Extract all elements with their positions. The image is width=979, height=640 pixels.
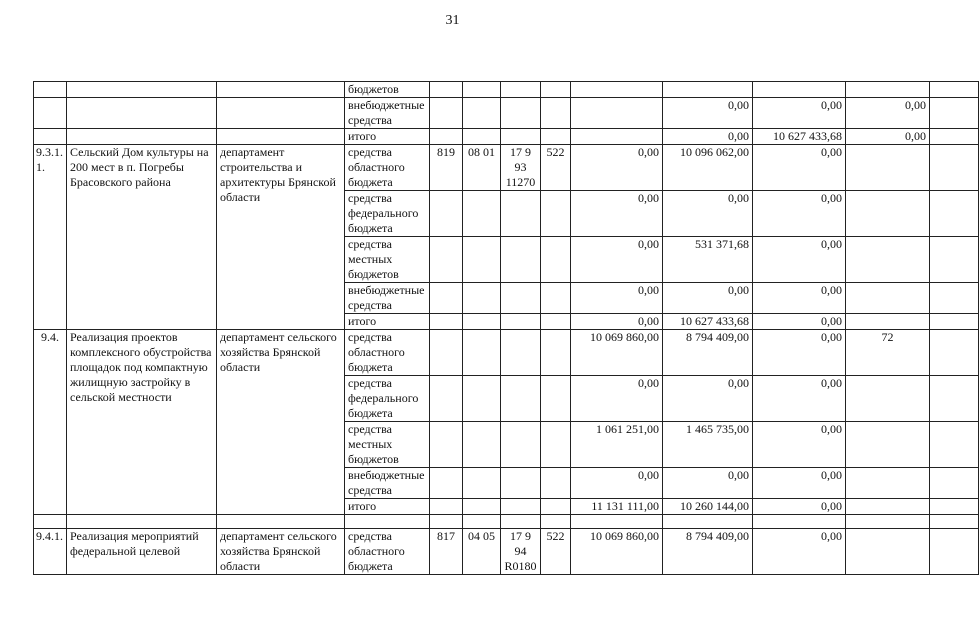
source-cell: средства местных бюджетов bbox=[345, 237, 430, 283]
source-cell: средства местных бюджетов bbox=[345, 422, 430, 468]
item-name: Реализация проектов комплексного обустройства площадок под компактную жилищную застройку в сельской местности bbox=[67, 330, 217, 515]
value-cell: 10 069 860,00 bbox=[571, 529, 663, 575]
value-cell: 0,00 bbox=[571, 376, 663, 422]
value-cell: 10 096 062,00 bbox=[663, 145, 753, 191]
value-cell: 10 260 144,00 bbox=[663, 499, 753, 515]
value-cell: 0,00 bbox=[571, 468, 663, 499]
table-row bbox=[34, 145, 979, 191]
value-cell: 0,00 bbox=[571, 191, 663, 237]
value-cell: 0,00 bbox=[753, 237, 846, 283]
item-name: Реализация мероприятий федеральной целевой bbox=[67, 529, 217, 575]
item-number: 9.4.1. bbox=[34, 529, 67, 575]
value-cell: 0,00 bbox=[663, 98, 753, 129]
value-cell: 0,00 bbox=[753, 529, 846, 575]
source-cell: средства областного бюджета bbox=[345, 145, 430, 191]
value-cell: 0,00 bbox=[846, 98, 930, 129]
item-number: 9.4. bbox=[34, 330, 67, 515]
source-cell: средства федерального бюджета bbox=[345, 376, 430, 422]
csr-cell: 17 9 93 11270 bbox=[501, 145, 541, 191]
item-number: 9.3.1. 1. bbox=[34, 145, 67, 330]
value-cell: 0,00 bbox=[753, 283, 846, 314]
value-cell: 0,00 bbox=[663, 376, 753, 422]
csr-cell: 17 9 94 R0180 bbox=[501, 529, 541, 575]
item-department: департамент строительства и архитектуры Брянской области bbox=[217, 145, 345, 330]
table-row bbox=[34, 529, 979, 575]
dept-cell bbox=[217, 82, 345, 98]
value-cell: 10 627 433,68 bbox=[663, 314, 753, 330]
row-gap bbox=[34, 515, 979, 529]
grbs-cell: 819 bbox=[430, 145, 463, 191]
rzpr-cell: 04 05 bbox=[463, 529, 501, 575]
value-cell: 0,00 bbox=[571, 283, 663, 314]
vr-cell: 522 bbox=[541, 145, 571, 191]
value-cell: 8 794 409,00 bbox=[663, 529, 753, 575]
value-cell: 0,00 bbox=[663, 191, 753, 237]
budget-table bbox=[33, 81, 979, 575]
value-cell: 10 627 433,68 bbox=[753, 129, 846, 145]
source-cell: внебюджетные средства bbox=[345, 468, 430, 499]
value-cell: 0,00 bbox=[846, 129, 930, 145]
value-cell: 0,00 bbox=[753, 191, 846, 237]
value-cell: 10 069 860,00 bbox=[571, 330, 663, 376]
source-cell: итого bbox=[345, 499, 430, 515]
value-cell: 531 371,68 bbox=[663, 237, 753, 283]
table-row bbox=[34, 330, 979, 376]
source-cell: внебюджетные средства bbox=[345, 98, 430, 129]
source-cell: средства федерального бюджета bbox=[345, 191, 430, 237]
value-cell: 0,00 bbox=[571, 237, 663, 283]
value-cell: 0,00 bbox=[753, 468, 846, 499]
value-cell: 0,00 bbox=[753, 98, 846, 129]
value-cell: 0,00 bbox=[753, 330, 846, 376]
table-row bbox=[34, 82, 979, 98]
source-cell: средства областного бюджета bbox=[345, 529, 430, 575]
value-cell: 0,00 bbox=[663, 468, 753, 499]
value-cell: 0,00 bbox=[753, 499, 846, 515]
value-cell: 0,00 bbox=[753, 314, 846, 330]
item-department: департамент сельского хозяйства Брянской области bbox=[217, 330, 345, 515]
value-cell: 0,00 bbox=[571, 145, 663, 191]
value-cell: 8 794 409,00 bbox=[663, 330, 753, 376]
item-name: Сельский Дом культуры на 200 мест в п. Погребы Брасовского района bbox=[67, 145, 217, 330]
rzpr-cell: 08 01 bbox=[463, 145, 501, 191]
table-row bbox=[34, 98, 979, 129]
value-cell: 1 465 735,00 bbox=[663, 422, 753, 468]
page-number: 31 bbox=[445, 13, 460, 28]
grbs-cell: 817 bbox=[430, 529, 463, 575]
source-cell: бюджетов bbox=[345, 82, 430, 98]
source-cell: средства областного бюджета bbox=[345, 330, 430, 376]
value-cell: 0,00 bbox=[571, 314, 663, 330]
item-department: департамент сельского хозяйства Брянской области bbox=[217, 529, 345, 575]
value-cell: 0,00 bbox=[663, 283, 753, 314]
value-cell: 0,00 bbox=[753, 422, 846, 468]
value-cell: 0,00 bbox=[663, 129, 753, 145]
name-cell bbox=[67, 82, 217, 98]
source-cell: итого bbox=[345, 129, 430, 145]
value-cell: 0,00 bbox=[753, 145, 846, 191]
value-cell: 1 061 251,00 bbox=[571, 422, 663, 468]
value-cell: 11 131 111,00 bbox=[571, 499, 663, 515]
source-cell: итого bbox=[345, 314, 430, 330]
value-cell: 72 bbox=[846, 330, 930, 376]
source-cell: внебюджетные средства bbox=[345, 283, 430, 314]
vr-cell: 522 bbox=[541, 529, 571, 575]
value-cell: 0,00 bbox=[753, 376, 846, 422]
table-row bbox=[34, 129, 979, 145]
num-cell bbox=[34, 82, 67, 98]
